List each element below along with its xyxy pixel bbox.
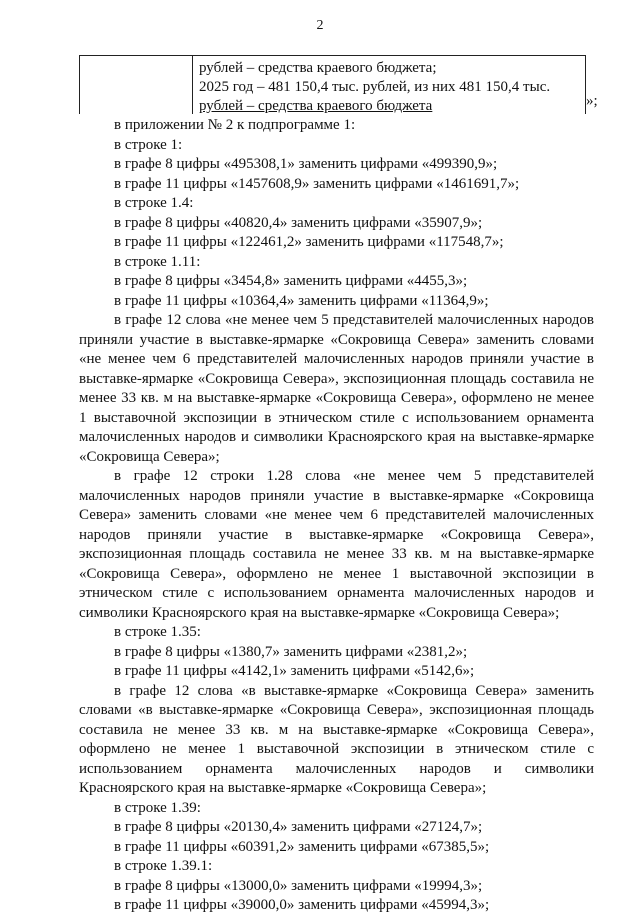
paragraph: в графе 12 слова «в выставке-ярмарке «Сокровища Севера» заменить словами «в выставке-ярмарке «Сокровища Севера», экспозиционная площадь составила не менее 33 кв. м на выставке-ярмарке «Сокровища Севера», оформлено не менее 1 выставочной экспозиции в этническом стиле с использованием орнамента малочисленных народов и символики Красноярского края на выставке-ярмарке «Сокровища Севера»; [79, 682, 594, 796]
table-column-divider [192, 56, 193, 114]
paragraph: в строке 1.35: [114, 624, 201, 640]
page-number: 2 [316, 18, 324, 33]
paragraph: в графе 8 цифры «20130,4» заменить цифрами «27124,7»; [114, 819, 483, 835]
table-closing-quote: »; [586, 93, 598, 109]
table-cell [199, 59, 550, 116]
paragraph: в строке 1.39.1: [114, 858, 213, 874]
paragraph: в строке 1: [114, 136, 183, 153]
paragraph: в строке 1.11: [114, 253, 201, 270]
paragraph: в графе 8 цифры «40820,4» заменить цифрами «35907,9»; [114, 214, 483, 231]
paragraph: в графе 8 цифры «13000,0» заменить цифрами «19994,3»; [114, 877, 483, 894]
paragraph: в строке 1.39: [114, 799, 201, 816]
paragraph: в графе 11 цифры «1457608,9» заменить цифрами «1461691,7»; [114, 175, 520, 192]
paragraph: в строке 1.4: [114, 195, 194, 211]
table-cell-line: 2025 год – 481 150,4 тыс. рублей, из них 481 150,4 тыс. [199, 79, 551, 95]
paragraph: в графе 11 цифры «10364,4» заменить цифрами «11364,9»; [114, 292, 489, 309]
document-body [79, 116, 594, 916]
paragraph: в графе 11 цифры «122461,2» заменить цифрами «117548,7»; [114, 234, 504, 250]
paragraph: в графе 12 слова «не менее чем 5 представителей малочисленных народов приняли участие в выставке-ярмарке «Сокровища Севера» заменить словами «не менее чем 6 представителей малочисленных народов приняли участие в выставке-ярмарке «Сокровища Севера», экспозиционная площадь составила не менее 33 кв. м на выставке-ярмарке «Сокровища Севера», оформлено не менее 1 выставочной экспозиции в этническом стиле с использованием орнамента малочисленных народов и символики Красноярского края на выставке-ярмарке «Сокровища Севера»; [79, 312, 594, 465]
paragraph: в приложении № 2 к подпрограмме 1: [114, 117, 356, 133]
paragraph: в графе 11 цифры «39000,0» заменить цифрами «45994,3»; [114, 897, 490, 913]
paragraph: в графе 8 цифры «1380,7» заменить цифрами «2381,2»; [114, 643, 468, 660]
paragraph: в графе 8 цифры «3454,8» заменить цифрами «4455,3»; [114, 273, 468, 289]
table-fragment [79, 55, 586, 114]
paragraph: в графе 12 строки 1.28 слова «не менее чем 5 представителей малочисленных народов приняли участие в выставке-ярмарке «Сокровища Севера» заменить словами «не менее чем 6 представителей малочисленных народов приняли участие в выставке-ярмарке «Сокровища Севера», экспозиционная площадь составила не менее 33 кв. м на выставке-ярмарке «Сокровища Севера», оформлено не менее 1 выставочной экспозиции в этническом стиле с использованием орнамента малочисленных народов и символики Красноярского края на выставке-ярмарке «Сокровища Севера»; [79, 468, 594, 621]
paragraph: в графе 11 цифры «60391,2» заменить цифрами «67385,5»; [114, 838, 490, 855]
table-cell-line: рублей – средства краевого бюджета [199, 98, 433, 114]
paragraph: в графе 8 цифры «495308,1» заменить цифрами «499390,9»; [114, 156, 498, 172]
paragraph: в графе 11 цифры «4142,1» заменить цифрами «5142,6»; [114, 663, 475, 679]
table-cell-line: рублей – средства краевого бюджета; [199, 60, 437, 76]
